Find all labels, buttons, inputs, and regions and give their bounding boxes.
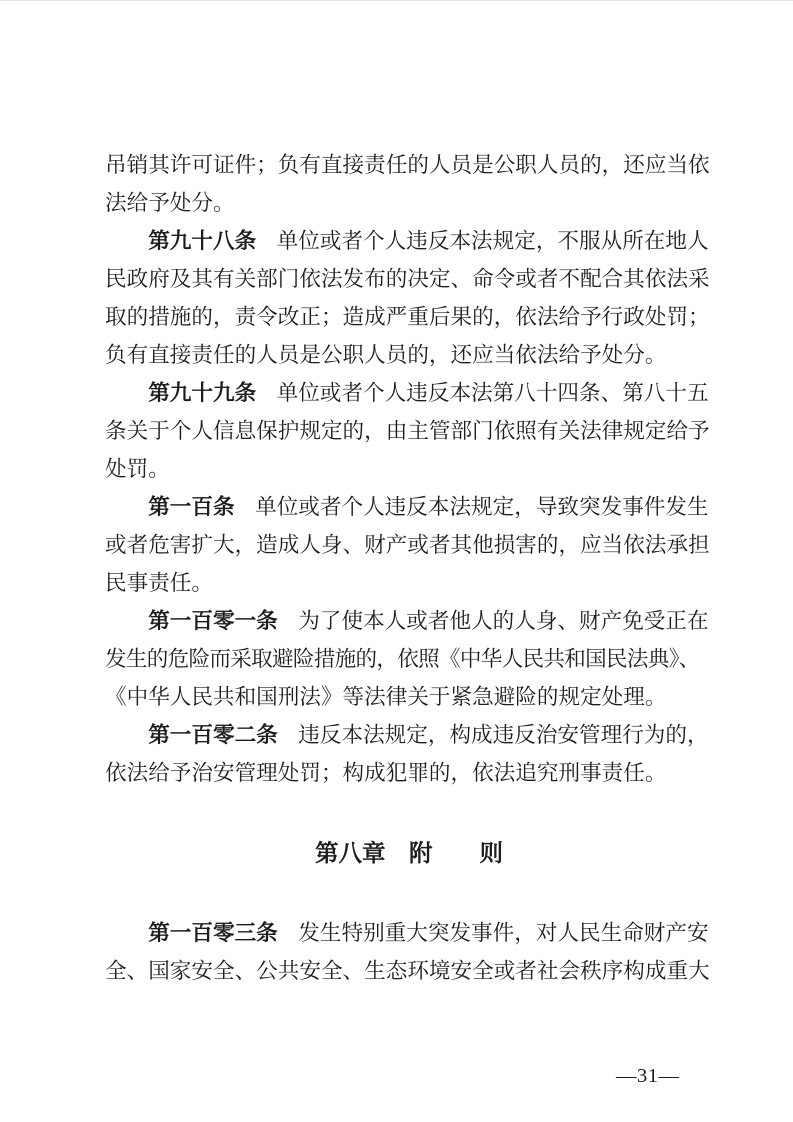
body-line: 处罚。 <box>105 457 170 481</box>
article-first-line <box>105 914 713 952</box>
body-line: 或者危害扩大，造成人身、财产或者其他损害的，应当依法承担 <box>105 533 710 557</box>
article-number: 第九十九条 <box>148 380 257 405</box>
article-text: 单位或者个人违反本法规定，不服从所在地人 <box>276 229 709 253</box>
article-text: 为了使本人或者他人的人身、财产免受正在 <box>298 609 709 633</box>
body-line: 《中华人民共和国刑法》等法律关于紧急避险的规定处理。 <box>105 685 667 709</box>
article-first-line <box>105 374 713 412</box>
article-number: 第一百零三条 <box>148 920 278 945</box>
chapter-heading: 第八章 附 则 <box>315 840 503 866</box>
article-first-line <box>105 222 713 260</box>
body-line: 民政府及其有关部门依法发布的决定、命令或者不配合其依法采 <box>105 267 710 291</box>
article-first-line <box>105 488 713 526</box>
article-number: 第九十八条 <box>148 228 257 253</box>
article-text: 单位或者个人违反本法第八十四条、第八十五 <box>276 381 709 405</box>
body-line: 负有直接责任的人员是公职人员的，还应当依法给予处分。 <box>105 343 667 367</box>
article-number: 第一百零一条 <box>148 608 278 633</box>
article-text: 单位或者个人违反本法规定，导致突发事件发生 <box>255 495 709 519</box>
page-body <box>105 146 713 990</box>
page-top-edge <box>0 0 793 1</box>
body-line: 依法给予治安管理处罚；构成犯罪的，依法追究刑事责任。 <box>105 761 667 785</box>
article-text: 违反本法规定，构成违反治安管理行为的， <box>298 723 709 747</box>
body-line: 发生的危险而采取避险措施的，依照《中华人民共和国民法典》、 <box>105 647 700 671</box>
body-line: 吊销其许可证件；负有直接责任的人员是公职人员的，还应当依 <box>105 153 710 177</box>
body-line: 条关于个人信息保护规定的，由主管部门依照有关法律规定给予 <box>105 419 710 443</box>
article-number: 第一百零二条 <box>148 722 278 747</box>
article-number: 第一百条 <box>148 494 235 519</box>
article-first-line <box>105 716 713 754</box>
body-line: 民事责任。 <box>105 571 213 595</box>
body-line: 取的措施的，责令改正；造成严重后果的，依法给予行政处罚； <box>105 305 710 329</box>
page-number: —31— <box>616 1065 680 1087</box>
body-line: 全、国家安全、公共安全、生态环境安全或者社会秩序构成重大 <box>105 959 710 983</box>
article-first-line <box>105 602 713 640</box>
article-text: 发生特别重大突发事件，对人民生命财产安 <box>298 921 709 945</box>
body-line: 法给予处分。 <box>105 191 235 215</box>
